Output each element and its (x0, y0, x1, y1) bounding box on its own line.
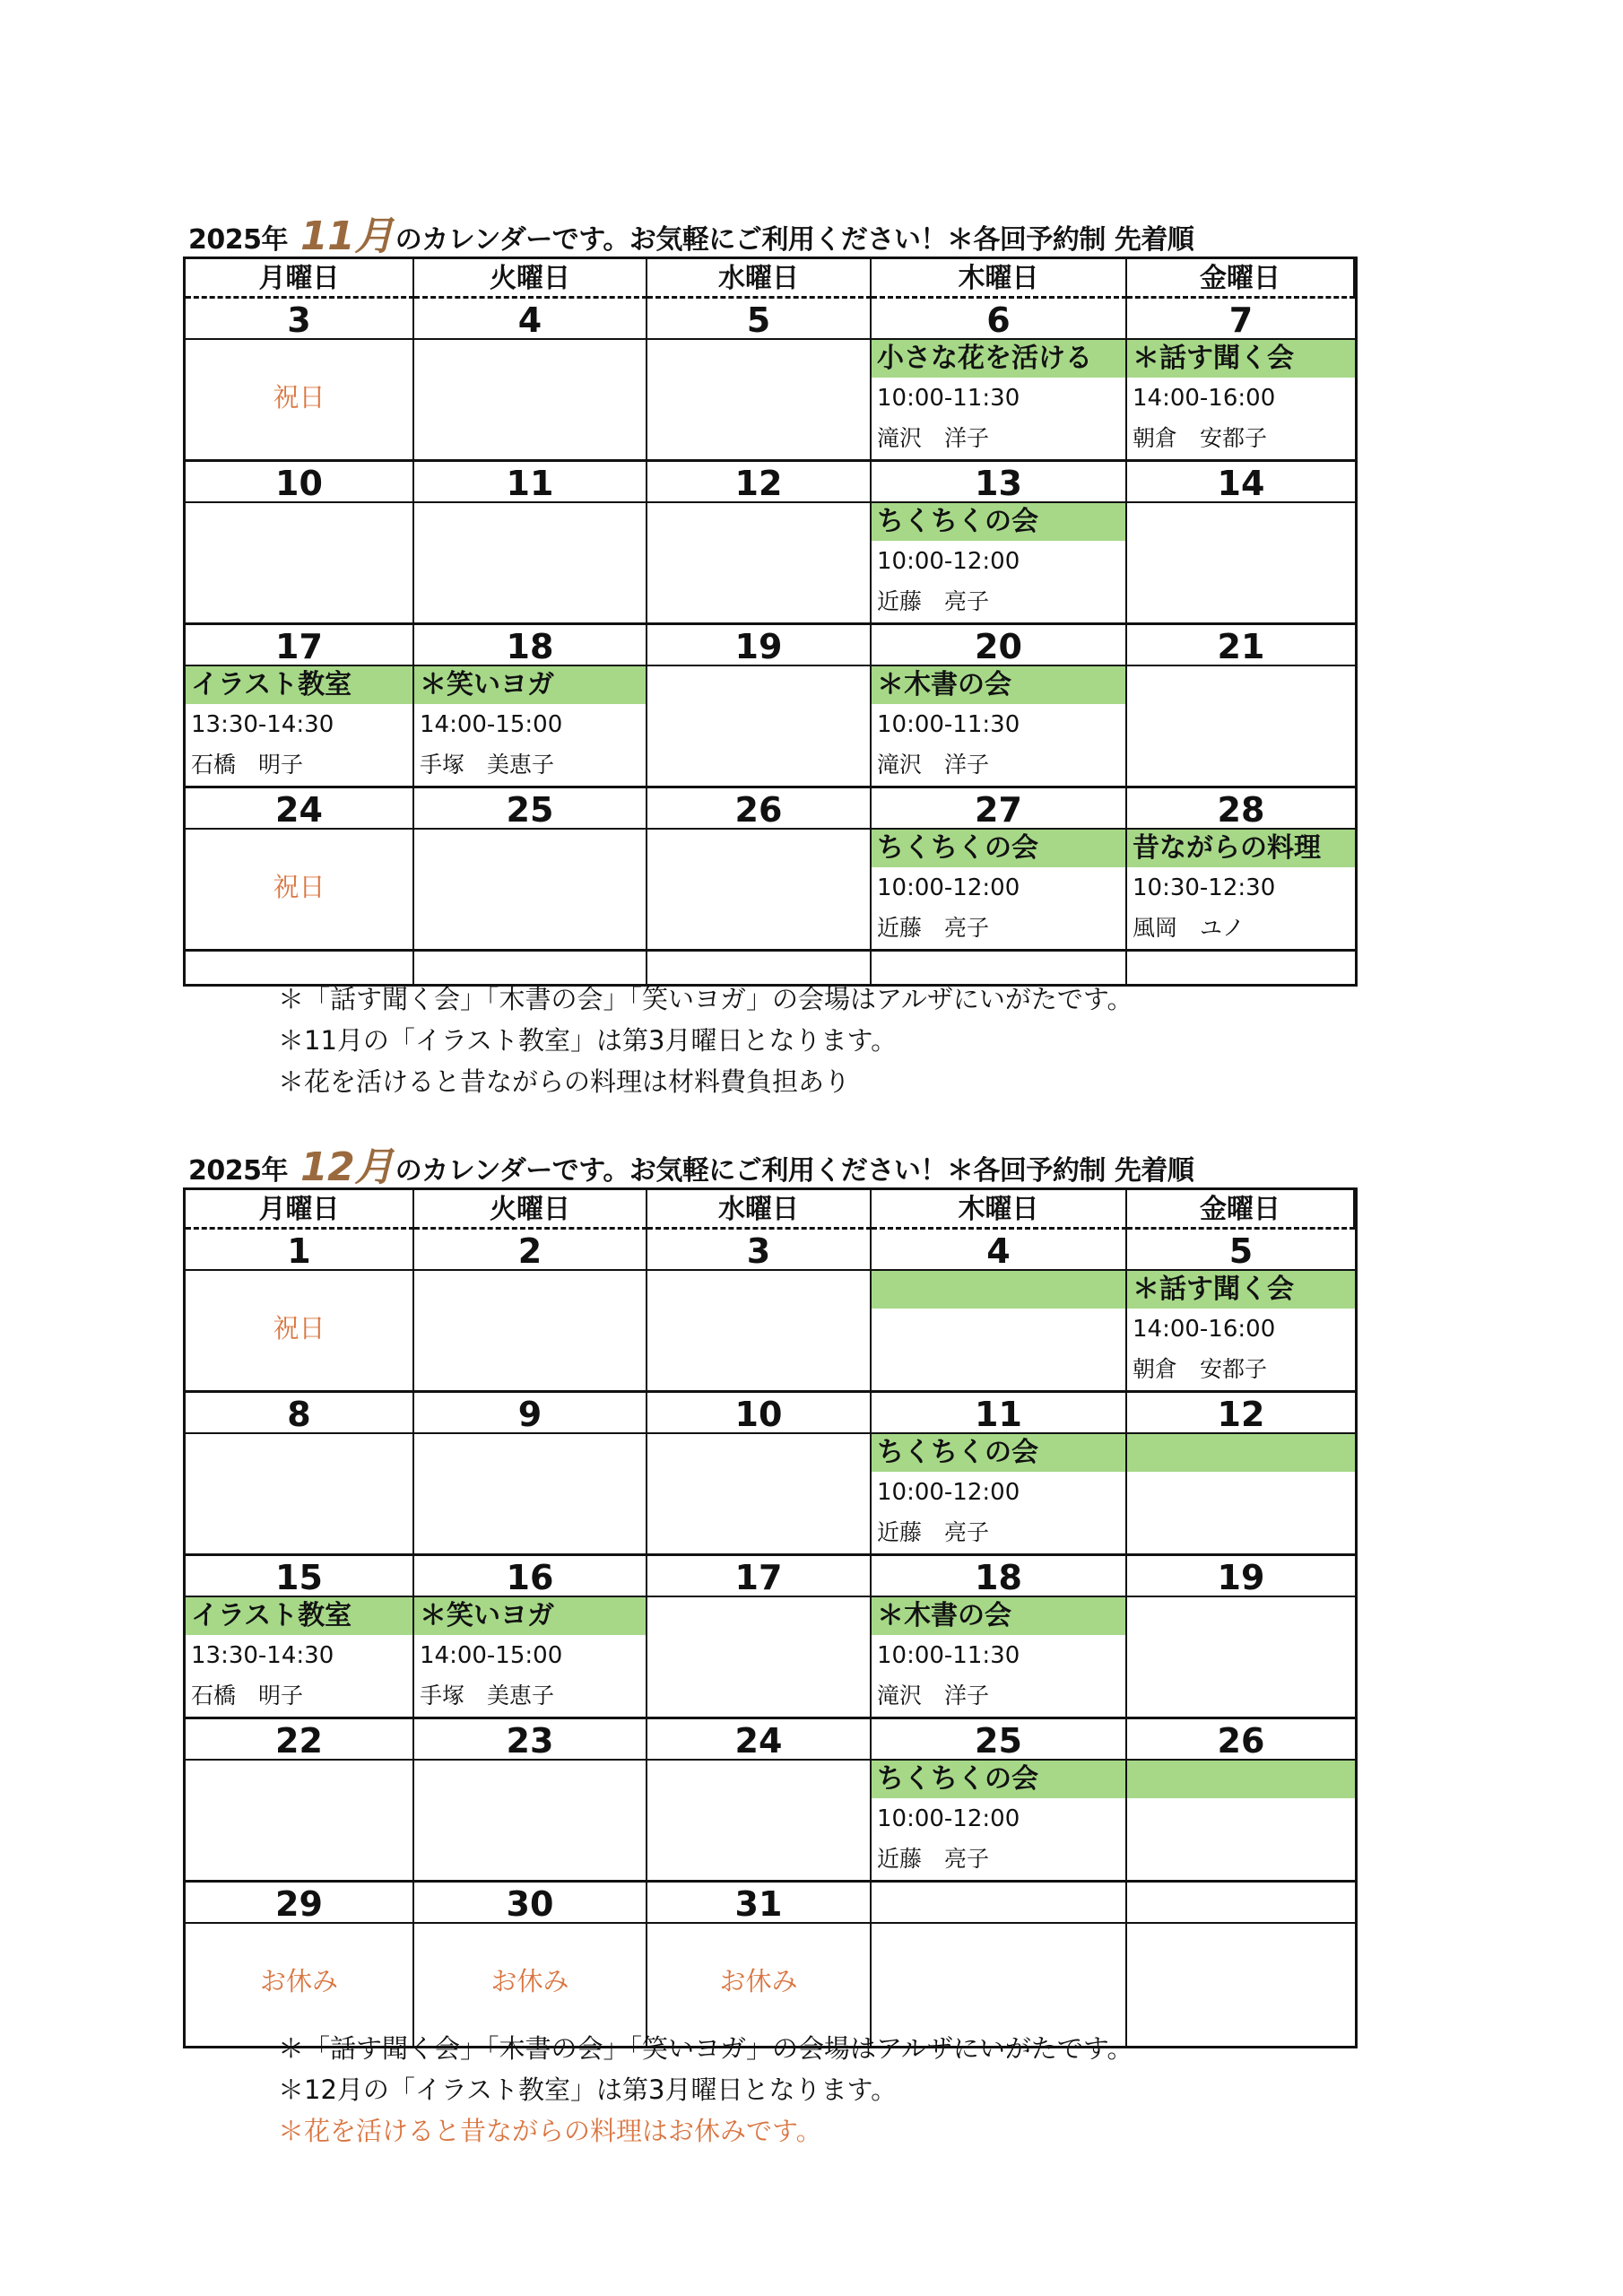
day-cell (1127, 830, 1355, 952)
event (1127, 340, 1355, 458)
day-number (872, 1883, 1127, 1924)
day-cell (647, 1597, 872, 1719)
dec-title-text: のカレンダーです。お気軽にご利用ください！＊各回予約制 先着順 (395, 1155, 1194, 1187)
event-time: 10:00-12:00 (877, 874, 1020, 901)
nov-calendar-title (188, 212, 1354, 257)
event-instructor: 近藤 亮子 (877, 915, 990, 941)
day-number: 24 (647, 1719, 872, 1761)
day-number: 5 (647, 299, 872, 340)
day-number: 21 (1127, 625, 1355, 666)
event-title: 昔ながらの料理 (1127, 830, 1355, 867)
weekday-header: 火曜日 (414, 1190, 647, 1230)
day-number: 14 (1127, 462, 1355, 503)
weekday-header: 木曜日 (872, 259, 1127, 299)
event (872, 666, 1125, 785)
event-instructor: 近藤 亮子 (877, 1519, 990, 1545)
holiday-label: 祝日 (273, 872, 325, 902)
day-number: 6 (872, 299, 1127, 340)
day-cell (872, 503, 1127, 625)
day-number: 15 (186, 1556, 414, 1597)
weekday-header: 木曜日 (872, 1190, 1127, 1230)
nov-title-month: 11月 (300, 213, 394, 259)
nov-title-text: のカレンダーです。お気軽にご利用ください！＊各回予約制 先着順 (395, 224, 1194, 256)
event-time: 14:00-15:00 (420, 711, 563, 738)
day-number: 8 (186, 1393, 414, 1434)
day-number: 2 (414, 1230, 647, 1271)
event (186, 666, 412, 785)
day-cell (186, 1761, 414, 1883)
day-number: 5 (1127, 1230, 1355, 1271)
event-time: 10:00-11:30 (877, 385, 1020, 412)
event-title: ＊笑いヨガ (414, 666, 646, 704)
event-instructor: 朝倉 安都子 (1133, 1356, 1268, 1382)
holiday-label: 祝日 (273, 382, 325, 413)
day-number: 24 (186, 788, 414, 830)
day-cell (1127, 1761, 1355, 1883)
day-cell (1127, 666, 1355, 788)
day-cell (1127, 1924, 1355, 2046)
day-cell (872, 1434, 1127, 1556)
event-time: 13:30-14:30 (191, 1642, 334, 1669)
event-title: 小さな花を活ける (872, 340, 1125, 378)
event-band-empty (1127, 1434, 1355, 1472)
event-time: 14:00-16:00 (1133, 385, 1276, 412)
event-title: ちくちくの会 (872, 1761, 1125, 1798)
event-time: 10:00-12:00 (877, 548, 1020, 575)
event (1127, 1271, 1355, 1389)
event (1127, 830, 1355, 948)
event-title: ＊笑いヨガ (414, 1597, 646, 1635)
day-number: 17 (186, 625, 414, 666)
dec-title-month: 12月 (300, 1144, 394, 1190)
day-number: 9 (414, 1393, 647, 1434)
day-number: 10 (186, 462, 414, 503)
event-instructor: 滝沢 洋子 (877, 425, 990, 451)
event (872, 1597, 1125, 1716)
holiday-label: 祝日 (273, 1313, 325, 1344)
event-instructor: 手塚 美恵子 (420, 752, 555, 778)
event-instructor: 石橋 明子 (191, 752, 304, 778)
event (872, 503, 1125, 622)
dec-calendar-grid (183, 1187, 1358, 2048)
event-title: ＊木書の会 (872, 666, 1125, 704)
event-instructor: 近藤 亮子 (877, 1846, 990, 1872)
dec-title-year: 2025年 (188, 1155, 288, 1187)
holiday-label: お休み (490, 1966, 569, 1996)
day-cell (1127, 340, 1355, 462)
day-cell (414, 830, 647, 952)
day-cell (647, 666, 872, 788)
day-cell (186, 666, 414, 788)
day-number: 26 (1127, 1719, 1355, 1761)
event-time: 10:00-11:30 (877, 1642, 1020, 1669)
day-cell (186, 1924, 414, 2046)
event-instructor: 石橋 明子 (191, 1683, 304, 1709)
day-cell (647, 1271, 872, 1393)
event (872, 1761, 1125, 1879)
day-number: 13 (872, 462, 1127, 503)
dec-note-1: ＊「話す聞く会」「木書の会」「笑いヨガ」の会場はアルザにいがたです。 (278, 2033, 1133, 2064)
day-cell (647, 1924, 872, 2046)
nov-note-1: ＊「話す聞く会」「木書の会」「笑いヨガ」の会場はアルザにいがたです。 (278, 984, 1133, 1014)
day-cell (414, 1434, 647, 1556)
event-band-empty (872, 1271, 1125, 1309)
day-number: 11 (414, 462, 647, 503)
day-cell (414, 340, 647, 462)
event-title: ＊木書の会 (872, 1597, 1125, 1635)
event (872, 830, 1125, 948)
day-number: 7 (1127, 299, 1355, 340)
day-number: 25 (414, 788, 647, 830)
day-number: 29 (186, 1883, 414, 1924)
event-time: 10:00-12:00 (877, 1805, 1020, 1832)
event (872, 340, 1125, 458)
day-cell (872, 340, 1127, 462)
event (414, 666, 646, 785)
nov-title-year: 2025年 (188, 224, 288, 256)
holiday-label: お休み (719, 1966, 798, 1996)
event-time: 10:30-12:30 (1133, 874, 1276, 901)
event (414, 1597, 646, 1716)
event (872, 1434, 1125, 1552)
event-time: 14:00-16:00 (1133, 1316, 1276, 1343)
weekday-header: 金曜日 (1127, 259, 1355, 299)
day-number: 20 (872, 625, 1127, 666)
day-number: 3 (647, 1230, 872, 1271)
event-time: 10:00-12:00 (877, 1479, 1020, 1506)
day-cell (1127, 1434, 1355, 1556)
day-cell (414, 1924, 647, 2046)
day-number: 11 (872, 1393, 1127, 1434)
day-cell (872, 830, 1127, 952)
day-number: 31 (647, 1883, 872, 1924)
event-instructor: 朝倉 安都子 (1133, 425, 1268, 451)
day-number (1127, 1883, 1355, 1924)
dec-calendar-title (188, 1143, 1354, 1190)
day-cell (1127, 1271, 1355, 1393)
event-instructor: 風岡 ユノ (1133, 915, 1245, 941)
event-title: ちくちくの会 (872, 1434, 1125, 1472)
day-cell (647, 1434, 872, 1556)
day-cell (186, 1597, 414, 1719)
weekday-header: 火曜日 (414, 259, 647, 299)
nov-note-3: ＊花を活けると昔ながらの料理は材料費負担あり (278, 1066, 851, 1097)
day-cell (186, 1434, 414, 1556)
day-cell (186, 503, 414, 625)
day-cell (647, 1761, 872, 1883)
weekday-header: 水曜日 (647, 1190, 872, 1230)
event-title: ちくちくの会 (872, 830, 1125, 867)
day-number: 17 (647, 1556, 872, 1597)
day-cell (872, 666, 1127, 788)
day-number: 10 (647, 1393, 872, 1434)
day-cell (647, 340, 872, 462)
day-cell (1127, 503, 1355, 625)
day-number: 19 (647, 625, 872, 666)
day-number: 26 (647, 788, 872, 830)
day-cell (414, 1597, 647, 1719)
empty-row-cell (1127, 952, 1355, 984)
event-title: ＊話す聞く会 (1127, 1271, 1355, 1309)
weekday-header: 月曜日 (186, 259, 414, 299)
day-number: 12 (1127, 1393, 1355, 1434)
day-cell (872, 1271, 1127, 1393)
event-time: 10:00-11:30 (877, 711, 1020, 738)
day-number: 3 (186, 299, 414, 340)
day-number: 30 (414, 1883, 647, 1924)
day-cell (186, 830, 414, 952)
day-cell (647, 830, 872, 952)
event-instructor: 滝沢 洋子 (877, 752, 990, 778)
event-instructor: 近藤 亮子 (877, 588, 990, 614)
day-number: 25 (872, 1719, 1127, 1761)
day-cell (872, 1761, 1127, 1883)
day-number: 4 (414, 299, 647, 340)
event-instructor: 滝沢 洋子 (877, 1683, 990, 1709)
day-number: 12 (647, 462, 872, 503)
day-number: 18 (414, 625, 647, 666)
day-cell (414, 1761, 647, 1883)
weekday-header: 水曜日 (647, 259, 872, 299)
day-number: 19 (1127, 1556, 1355, 1597)
nov-note-2: ＊11月の「イラスト教室」は第3月曜日となります。 (278, 1025, 898, 1056)
event-time: 13:30-14:30 (191, 711, 334, 738)
day-number: 1 (186, 1230, 414, 1271)
day-cell (414, 503, 647, 625)
day-cell (872, 1924, 1127, 2046)
event-title: ちくちくの会 (872, 503, 1125, 541)
weekday-header: 月曜日 (186, 1190, 414, 1230)
day-number: 23 (414, 1719, 647, 1761)
weekday-header: 金曜日 (1127, 1190, 1355, 1230)
nov-calendar-grid (183, 257, 1358, 987)
event-time: 14:00-15:00 (420, 1642, 563, 1669)
event-instructor: 手塚 美恵子 (420, 1683, 555, 1709)
day-cell (414, 666, 647, 788)
day-number: 28 (1127, 788, 1355, 830)
event-title: イラスト教室 (186, 1597, 412, 1635)
event-title: ＊話す聞く会 (1127, 340, 1355, 378)
day-cell (1127, 1597, 1355, 1719)
holiday-label: お休み (259, 1966, 338, 1996)
day-number: 18 (872, 1556, 1127, 1597)
day-cell (647, 503, 872, 625)
event-band-empty (1127, 1761, 1355, 1798)
dec-note-3: ＊花を活けると昔ながらの料理はお休みです。 (278, 2116, 822, 2146)
day-cell (186, 340, 414, 462)
day-number: 16 (414, 1556, 647, 1597)
dec-note-2: ＊12月の「イラスト教室」は第3月曜日となります。 (278, 2074, 898, 2105)
day-cell (414, 1271, 647, 1393)
day-number: 22 (186, 1719, 414, 1761)
day-cell (872, 1597, 1127, 1719)
event-title: イラスト教室 (186, 666, 412, 704)
event (186, 1597, 412, 1716)
day-number: 4 (872, 1230, 1127, 1271)
day-cell (186, 1271, 414, 1393)
day-number: 27 (872, 788, 1127, 830)
